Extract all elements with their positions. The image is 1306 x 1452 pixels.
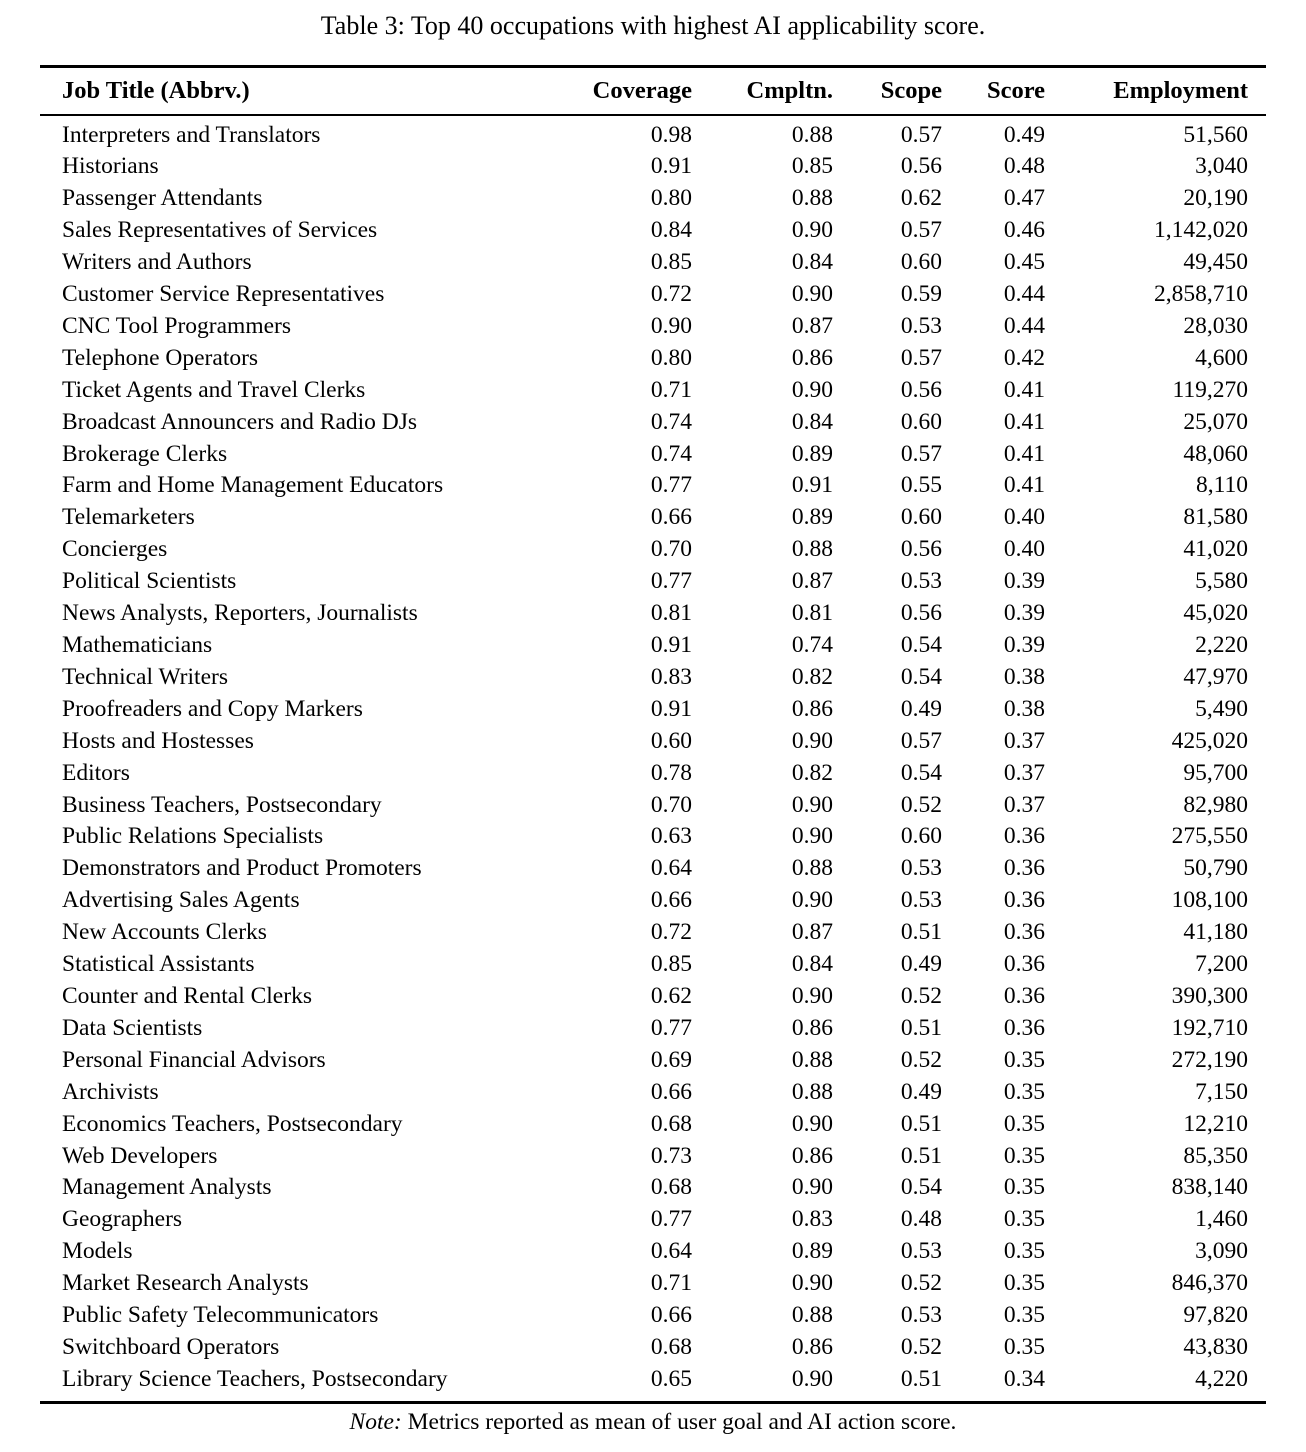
cell-coverage: 0.60 <box>650 727 692 754</box>
cell-score: 0.37 <box>1003 727 1045 754</box>
cell-job-title: Writers and Authors <box>62 249 252 276</box>
cell-scope: 0.56 <box>900 600 942 627</box>
cell-cmpltn: 0.87 <box>791 568 833 595</box>
cell-employment: 82,980 <box>1183 791 1248 818</box>
table-row <box>40 534 1266 566</box>
cell-employment: 119,270 <box>1172 376 1248 403</box>
cell-scope: 0.54 <box>900 632 942 658</box>
cell-score: 0.47 <box>1003 185 1045 212</box>
cell-score: 0.39 <box>1003 632 1045 658</box>
cell-employment: 838,140 <box>1171 1174 1248 1201</box>
table-header <box>40 67 1266 115</box>
table-row <box>40 630 1266 662</box>
cell-job-title: Public Relations Specialists <box>62 823 324 850</box>
cell-scope: 0.53 <box>900 1302 942 1329</box>
cell-job-title: Data Scientists <box>62 1014 203 1041</box>
cell-employment: 5,580 <box>1195 568 1248 595</box>
cell-cmpltn: 0.86 <box>791 1142 833 1169</box>
cell-job-title: Editors <box>62 759 130 786</box>
cell-cmpltn: 0.90 <box>791 887 833 914</box>
cell-employment: 390,300 <box>1171 982 1248 1009</box>
cell-employment: 81,580 <box>1183 504 1248 531</box>
cell-job-title: Customer Service Representatives <box>62 281 385 308</box>
cell-employment: 49,450 <box>1183 249 1248 276</box>
cell-scope: 0.56 <box>900 536 942 563</box>
cell-cmpltn: 0.82 <box>791 759 833 786</box>
cell-cmpltn: 0.90 <box>791 791 833 818</box>
cell-job-title: Advertising Sales Agents <box>62 887 300 914</box>
cell-coverage: 0.80 <box>650 185 692 212</box>
cell-employment: 8,110 <box>1195 472 1248 499</box>
cell-score: 0.35 <box>1003 1046 1045 1073</box>
cell-job-title: Technical Writers <box>62 663 228 690</box>
table-row <box>40 151 1266 183</box>
cell-job-title: Interpreters and Translators <box>62 121 321 148</box>
cell-employment: 41,180 <box>1183 919 1248 946</box>
cell-employment: 846,370 <box>1171 1270 1248 1297</box>
table-row <box>40 758 1266 790</box>
cell-job-title: Counter and Rental Clerks <box>62 982 312 1009</box>
table-row <box>40 885 1266 917</box>
cell-score: 0.40 <box>1003 536 1045 563</box>
cell-scope: 0.52 <box>900 791 942 818</box>
cell-scope: 0.60 <box>900 249 942 276</box>
cell-score: 0.44 <box>1003 281 1045 308</box>
table-row <box>40 1300 1266 1332</box>
cell-employment: 1,142,020 <box>1154 217 1248 244</box>
table-row <box>40 821 1266 853</box>
cell-coverage: 0.77 <box>650 568 692 595</box>
cell-cmpltn: 0.81 <box>791 600 833 627</box>
cell-score: 0.41 <box>1003 376 1045 403</box>
cell-scope: 0.59 <box>900 281 942 308</box>
cell-cmpltn: 0.88 <box>791 1302 833 1329</box>
cell-job-title: Farm and Home Management Educators <box>62 472 444 499</box>
cell-coverage: 0.85 <box>650 249 692 276</box>
cell-scope: 0.49 <box>900 1078 942 1105</box>
cell-cmpltn: 0.86 <box>791 344 833 371</box>
cell-job-title: Passenger Attendants <box>62 185 263 212</box>
cell-cmpltn: 0.89 <box>791 1238 833 1265</box>
occupations-table <box>40 65 1266 1404</box>
cell-coverage: 0.77 <box>650 1206 692 1233</box>
cell-cmpltn: 0.84 <box>791 408 833 435</box>
cell-coverage: 0.66 <box>650 887 692 914</box>
cell-score: 0.35 <box>1003 1238 1045 1265</box>
column-header-scope: Scope <box>833 67 942 115</box>
cell-employment: 43,830 <box>1183 1333 1248 1360</box>
cell-employment: 41,020 <box>1183 536 1248 563</box>
cell-score: 0.49 <box>1003 121 1045 148</box>
table-row <box>40 439 1266 471</box>
table-body <box>40 115 1266 1403</box>
cell-job-title: Political Scientists <box>62 568 237 595</box>
cell-job-title: Brokerage Clerks <box>62 440 228 467</box>
cell-job-title: Market Research Analysts <box>62 1270 309 1297</box>
cell-score: 0.35 <box>1003 1142 1045 1169</box>
table-row <box>40 1364 1266 1402</box>
table-row <box>40 1204 1266 1236</box>
cell-coverage: 0.64 <box>650 855 692 882</box>
table-row <box>40 662 1266 694</box>
cell-coverage: 0.66 <box>650 504 692 531</box>
cell-scope: 0.60 <box>900 823 942 850</box>
cell-score: 0.42 <box>1003 344 1045 371</box>
cell-scope: 0.52 <box>900 982 942 1009</box>
cell-score: 0.36 <box>1003 951 1045 978</box>
cell-coverage: 0.73 <box>650 1142 692 1169</box>
cell-scope: 0.57 <box>900 727 942 754</box>
table-row <box>40 311 1266 343</box>
cell-employment: 2,858,710 <box>1154 281 1248 308</box>
cell-score: 0.37 <box>1003 791 1045 818</box>
cell-coverage: 0.62 <box>650 982 692 1009</box>
cell-scope: 0.57 <box>900 121 942 148</box>
cell-score: 0.39 <box>1003 568 1045 595</box>
cell-scope: 0.52 <box>900 1046 942 1073</box>
cell-coverage: 0.80 <box>650 344 692 371</box>
cell-coverage: 0.91 <box>650 695 692 722</box>
cell-job-title: Historians <box>62 153 159 180</box>
cell-coverage: 0.68 <box>650 1174 692 1201</box>
table-row <box>40 566 1266 598</box>
cell-score: 0.41 <box>1003 472 1045 499</box>
cell-coverage: 0.91 <box>650 153 692 180</box>
cell-scope: 0.53 <box>900 855 942 882</box>
cell-employment: 3,090 <box>1195 1238 1248 1265</box>
cell-job-title: Proofreaders and Copy Markers <box>62 695 363 722</box>
cell-score: 0.46 <box>1003 217 1045 244</box>
cell-coverage: 0.74 <box>650 408 692 435</box>
cell-score: 0.39 <box>1003 600 1045 627</box>
cell-cmpltn: 0.90 <box>791 823 833 850</box>
cell-cmpltn: 0.88 <box>791 185 833 212</box>
cell-coverage: 0.64 <box>650 1238 692 1265</box>
cell-score: 0.40 <box>1003 504 1045 531</box>
cell-score: 0.36 <box>1003 982 1045 1009</box>
cell-employment: 20,190 <box>1183 185 1248 212</box>
cell-coverage: 0.85 <box>650 951 692 978</box>
cell-employment: 3,040 <box>1195 153 1248 180</box>
cell-cmpltn: 0.90 <box>791 1365 833 1392</box>
cell-cmpltn: 0.87 <box>791 312 833 339</box>
table-row <box>40 917 1266 949</box>
cell-cmpltn: 0.90 <box>791 281 833 308</box>
cell-employment: 95,700 <box>1183 759 1248 786</box>
cell-scope: 0.51 <box>900 1142 942 1169</box>
cell-scope: 0.54 <box>900 663 942 690</box>
cell-scope: 0.55 <box>900 472 942 499</box>
table-row <box>40 183 1266 215</box>
cell-job-title: Telephone Operators <box>62 344 259 371</box>
cell-employment: 7,200 <box>1195 951 1248 978</box>
cell-employment: 275,550 <box>1171 823 1248 850</box>
cell-job-title: Broadcast Announcers and Radio DJs <box>62 408 418 435</box>
cell-employment: 272,190 <box>1171 1046 1248 1073</box>
cell-cmpltn: 0.88 <box>791 121 833 148</box>
cell-job-title: Public Safety Telecommunicators <box>62 1302 379 1329</box>
table-row <box>40 949 1266 981</box>
table-row <box>40 694 1266 726</box>
cell-cmpltn: 0.90 <box>791 982 833 1009</box>
cell-scope: 0.51 <box>900 1014 942 1041</box>
cell-employment: 85,350 <box>1183 1142 1248 1169</box>
cell-scope: 0.51 <box>900 1110 942 1137</box>
cell-score: 0.35 <box>1003 1206 1045 1233</box>
cell-scope: 0.53 <box>900 568 942 595</box>
table-row <box>40 247 1266 279</box>
cell-score: 0.45 <box>1003 249 1045 276</box>
cell-coverage: 0.72 <box>650 281 692 308</box>
cell-scope: 0.57 <box>900 344 942 371</box>
cell-scope: 0.52 <box>900 1333 942 1360</box>
table-row <box>40 1332 1266 1364</box>
cell-employment: 1,460 <box>1195 1206 1248 1233</box>
cell-cmpltn: 0.87 <box>791 919 833 946</box>
cell-coverage: 0.69 <box>650 1046 692 1073</box>
cell-employment: 108,100 <box>1171 887 1248 914</box>
column-header-score: Score <box>942 67 1045 115</box>
cell-cmpltn: 0.88 <box>791 1046 833 1073</box>
cell-scope: 0.57 <box>900 217 942 244</box>
header-row <box>40 67 1266 115</box>
cell-cmpltn: 0.88 <box>791 855 833 882</box>
cell-score: 0.44 <box>1003 312 1045 339</box>
cell-employment: 47,970 <box>1183 663 1248 690</box>
cell-scope: 0.62 <box>900 185 942 212</box>
cell-scope: 0.60 <box>900 408 942 435</box>
cell-cmpltn: 0.88 <box>791 536 833 563</box>
table-row <box>40 726 1266 758</box>
cell-cmpltn: 0.90 <box>791 727 833 754</box>
cell-employment: 97,820 <box>1183 1302 1248 1329</box>
cell-scope: 0.60 <box>900 504 942 531</box>
cell-employment: 25,070 <box>1183 408 1248 435</box>
column-header-employment: Employment <box>1045 67 1266 115</box>
cell-cmpltn: 0.84 <box>791 951 833 978</box>
cell-cmpltn: 0.90 <box>791 217 833 244</box>
cell-coverage: 0.71 <box>650 376 692 403</box>
cell-scope: 0.52 <box>900 1270 942 1297</box>
cell-coverage: 0.77 <box>650 1014 692 1041</box>
table-row <box>40 407 1266 439</box>
cell-job-title: Switchboard Operators <box>62 1333 280 1360</box>
cell-job-title: Statistical Assistants <box>62 951 255 978</box>
table-row <box>40 1045 1266 1077</box>
cell-coverage: 0.70 <box>650 791 692 818</box>
cell-job-title: Ticket Agents and Travel Clerks <box>62 376 366 403</box>
cell-scope: 0.51 <box>900 919 942 946</box>
cell-score: 0.35 <box>1003 1333 1045 1360</box>
cell-cmpltn: 0.89 <box>791 504 833 531</box>
cell-job-title: New Accounts Clerks <box>62 919 267 946</box>
cell-coverage: 0.98 <box>650 121 692 148</box>
cell-cmpltn: 0.88 <box>791 1078 833 1105</box>
table-row <box>40 981 1266 1013</box>
table-row <box>40 1109 1266 1141</box>
cell-job-title: Personal Financial Advisors <box>62 1046 326 1073</box>
cell-employment: 48,060 <box>1183 440 1248 467</box>
cell-job-title: Web Developers <box>62 1142 218 1169</box>
cell-employment: 5,490 <box>1195 695 1248 722</box>
cell-score: 0.36 <box>1003 855 1045 882</box>
table-row <box>40 470 1266 502</box>
cell-coverage: 0.77 <box>650 472 692 499</box>
cell-cmpltn: 0.90 <box>791 1110 833 1137</box>
cell-employment: 12,210 <box>1183 1110 1248 1137</box>
cell-coverage: 0.68 <box>650 1333 692 1360</box>
cell-score: 0.41 <box>1003 408 1045 435</box>
cell-coverage: 0.78 <box>650 759 692 786</box>
cell-cmpltn: 0.82 <box>791 663 833 690</box>
cell-score: 0.36 <box>1003 1014 1045 1041</box>
column-header-job-title: Job Title (Abbrv.) <box>40 67 500 115</box>
column-header-cmpltn: Cmpltn. <box>692 67 833 115</box>
cell-job-title: Sales Representatives of Services <box>62 217 378 244</box>
cell-coverage: 0.81 <box>650 600 692 627</box>
cell-scope: 0.56 <box>900 376 942 403</box>
cell-score: 0.35 <box>1003 1270 1045 1297</box>
cell-coverage: 0.68 <box>650 1110 692 1137</box>
cell-score: 0.48 <box>1003 153 1045 180</box>
cell-job-title: CNC Tool Programmers <box>62 312 291 339</box>
cell-scope: 0.49 <box>900 695 942 722</box>
cell-cmpltn: 0.74 <box>791 632 833 658</box>
cell-job-title: Management Analysts <box>62 1174 272 1201</box>
table-row <box>40 1013 1266 1045</box>
cell-cmpltn: 0.83 <box>791 1206 833 1233</box>
cell-job-title: Geographers <box>62 1206 183 1233</box>
cell-coverage: 0.66 <box>650 1078 692 1105</box>
cell-employment: 28,030 <box>1183 312 1248 339</box>
note-label: Note: <box>349 1409 402 1435</box>
cell-job-title: Concierges <box>62 536 168 563</box>
note-text: Metrics reported as mean of user goal and AI action score. <box>401 1409 957 1435</box>
cell-score: 0.38 <box>1003 695 1045 722</box>
table-row <box>40 1077 1266 1109</box>
cell-cmpltn: 0.86 <box>791 695 833 722</box>
cell-job-title: Hosts and Hostesses <box>62 727 254 754</box>
cell-cmpltn: 0.86 <box>791 1014 833 1041</box>
cell-score: 0.35 <box>1003 1110 1045 1137</box>
cell-employment: 7,150 <box>1195 1078 1248 1105</box>
table-note <box>40 1407 1266 1438</box>
cell-score: 0.34 <box>1003 1365 1045 1392</box>
table-row <box>40 215 1266 247</box>
table-row <box>40 502 1266 534</box>
cell-cmpltn: 0.91 <box>791 472 833 499</box>
cell-score: 0.35 <box>1003 1302 1045 1329</box>
cell-cmpltn: 0.85 <box>791 153 833 180</box>
cell-score: 0.37 <box>1003 759 1045 786</box>
table-row <box>40 790 1266 822</box>
cell-scope: 0.56 <box>900 153 942 180</box>
cell-score: 0.35 <box>1003 1174 1045 1201</box>
cell-score: 0.36 <box>1003 919 1045 946</box>
cell-employment: 425,020 <box>1171 727 1248 754</box>
cell-employment: 4,220 <box>1195 1365 1248 1392</box>
cell-job-title: Telemarketers <box>62 504 195 531</box>
table-row <box>40 343 1266 375</box>
cell-scope: 0.53 <box>900 887 942 914</box>
cell-job-title: Archivists <box>62 1078 159 1105</box>
cell-score: 0.41 <box>1003 440 1045 467</box>
cell-job-title: Library Science Teachers, Postsecondary <box>62 1365 448 1392</box>
cell-scope: 0.51 <box>900 1365 942 1392</box>
table-row <box>40 1172 1266 1204</box>
cell-score: 0.36 <box>1003 887 1045 914</box>
cell-cmpltn: 0.84 <box>791 249 833 276</box>
cell-coverage: 0.91 <box>650 632 692 658</box>
cell-coverage: 0.90 <box>650 312 692 339</box>
table-row <box>40 1268 1266 1300</box>
cell-cmpltn: 0.86 <box>791 1333 833 1360</box>
cell-cmpltn: 0.90 <box>791 1270 833 1297</box>
cell-score: 0.38 <box>1003 663 1045 690</box>
cell-scope: 0.53 <box>900 1238 942 1265</box>
table-row <box>40 1236 1266 1268</box>
table-row <box>40 115 1266 152</box>
table-row <box>40 279 1266 311</box>
table-row <box>40 853 1266 885</box>
cell-score: 0.35 <box>1003 1078 1045 1105</box>
cell-employment: 51,560 <box>1183 121 1248 148</box>
cell-coverage: 0.83 <box>650 663 692 690</box>
cell-employment: 50,790 <box>1183 855 1248 882</box>
cell-cmpltn: 0.90 <box>791 1174 833 1201</box>
cell-job-title: Economics Teachers, Postsecondary <box>62 1110 403 1137</box>
cell-employment: 45,020 <box>1183 600 1248 627</box>
table-row <box>40 598 1266 630</box>
cell-scope: 0.54 <box>900 759 942 786</box>
cell-scope: 0.54 <box>900 1174 942 1201</box>
cell-job-title: Models <box>62 1238 133 1265</box>
cell-coverage: 0.72 <box>650 919 692 946</box>
cell-coverage: 0.63 <box>650 823 692 850</box>
table-row <box>40 1141 1266 1173</box>
cell-employment: 4,600 <box>1195 344 1248 371</box>
cell-job-title: News Analysts, Reporters, Journalists <box>62 600 418 627</box>
cell-scope: 0.48 <box>900 1206 942 1233</box>
column-header-coverage: Coverage <box>500 67 692 115</box>
cell-cmpltn: 0.89 <box>791 440 833 467</box>
cell-cmpltn: 0.90 <box>791 376 833 403</box>
cell-job-title: Business Teachers, Postsecondary <box>62 791 382 818</box>
table-caption: Table 3: Top 40 occupations with highest AI applicability score. <box>320 11 986 40</box>
cell-scope: 0.49 <box>900 951 942 978</box>
table-row <box>40 375 1266 407</box>
cell-scope: 0.53 <box>900 312 942 339</box>
cell-coverage: 0.66 <box>650 1302 692 1329</box>
cell-coverage: 0.74 <box>650 440 692 467</box>
cell-score: 0.36 <box>1003 823 1045 850</box>
cell-employment: 2,220 <box>1195 632 1248 658</box>
cell-scope: 0.57 <box>900 440 942 467</box>
cell-coverage: 0.65 <box>650 1365 692 1392</box>
cell-job-title: Mathematicians <box>62 632 213 658</box>
cell-coverage: 0.84 <box>650 217 692 244</box>
cell-coverage: 0.70 <box>650 536 692 563</box>
cell-employment: 192,710 <box>1171 1014 1248 1041</box>
cell-coverage: 0.71 <box>650 1270 692 1297</box>
cell-job-title: Demonstrators and Product Promoters <box>62 855 422 882</box>
